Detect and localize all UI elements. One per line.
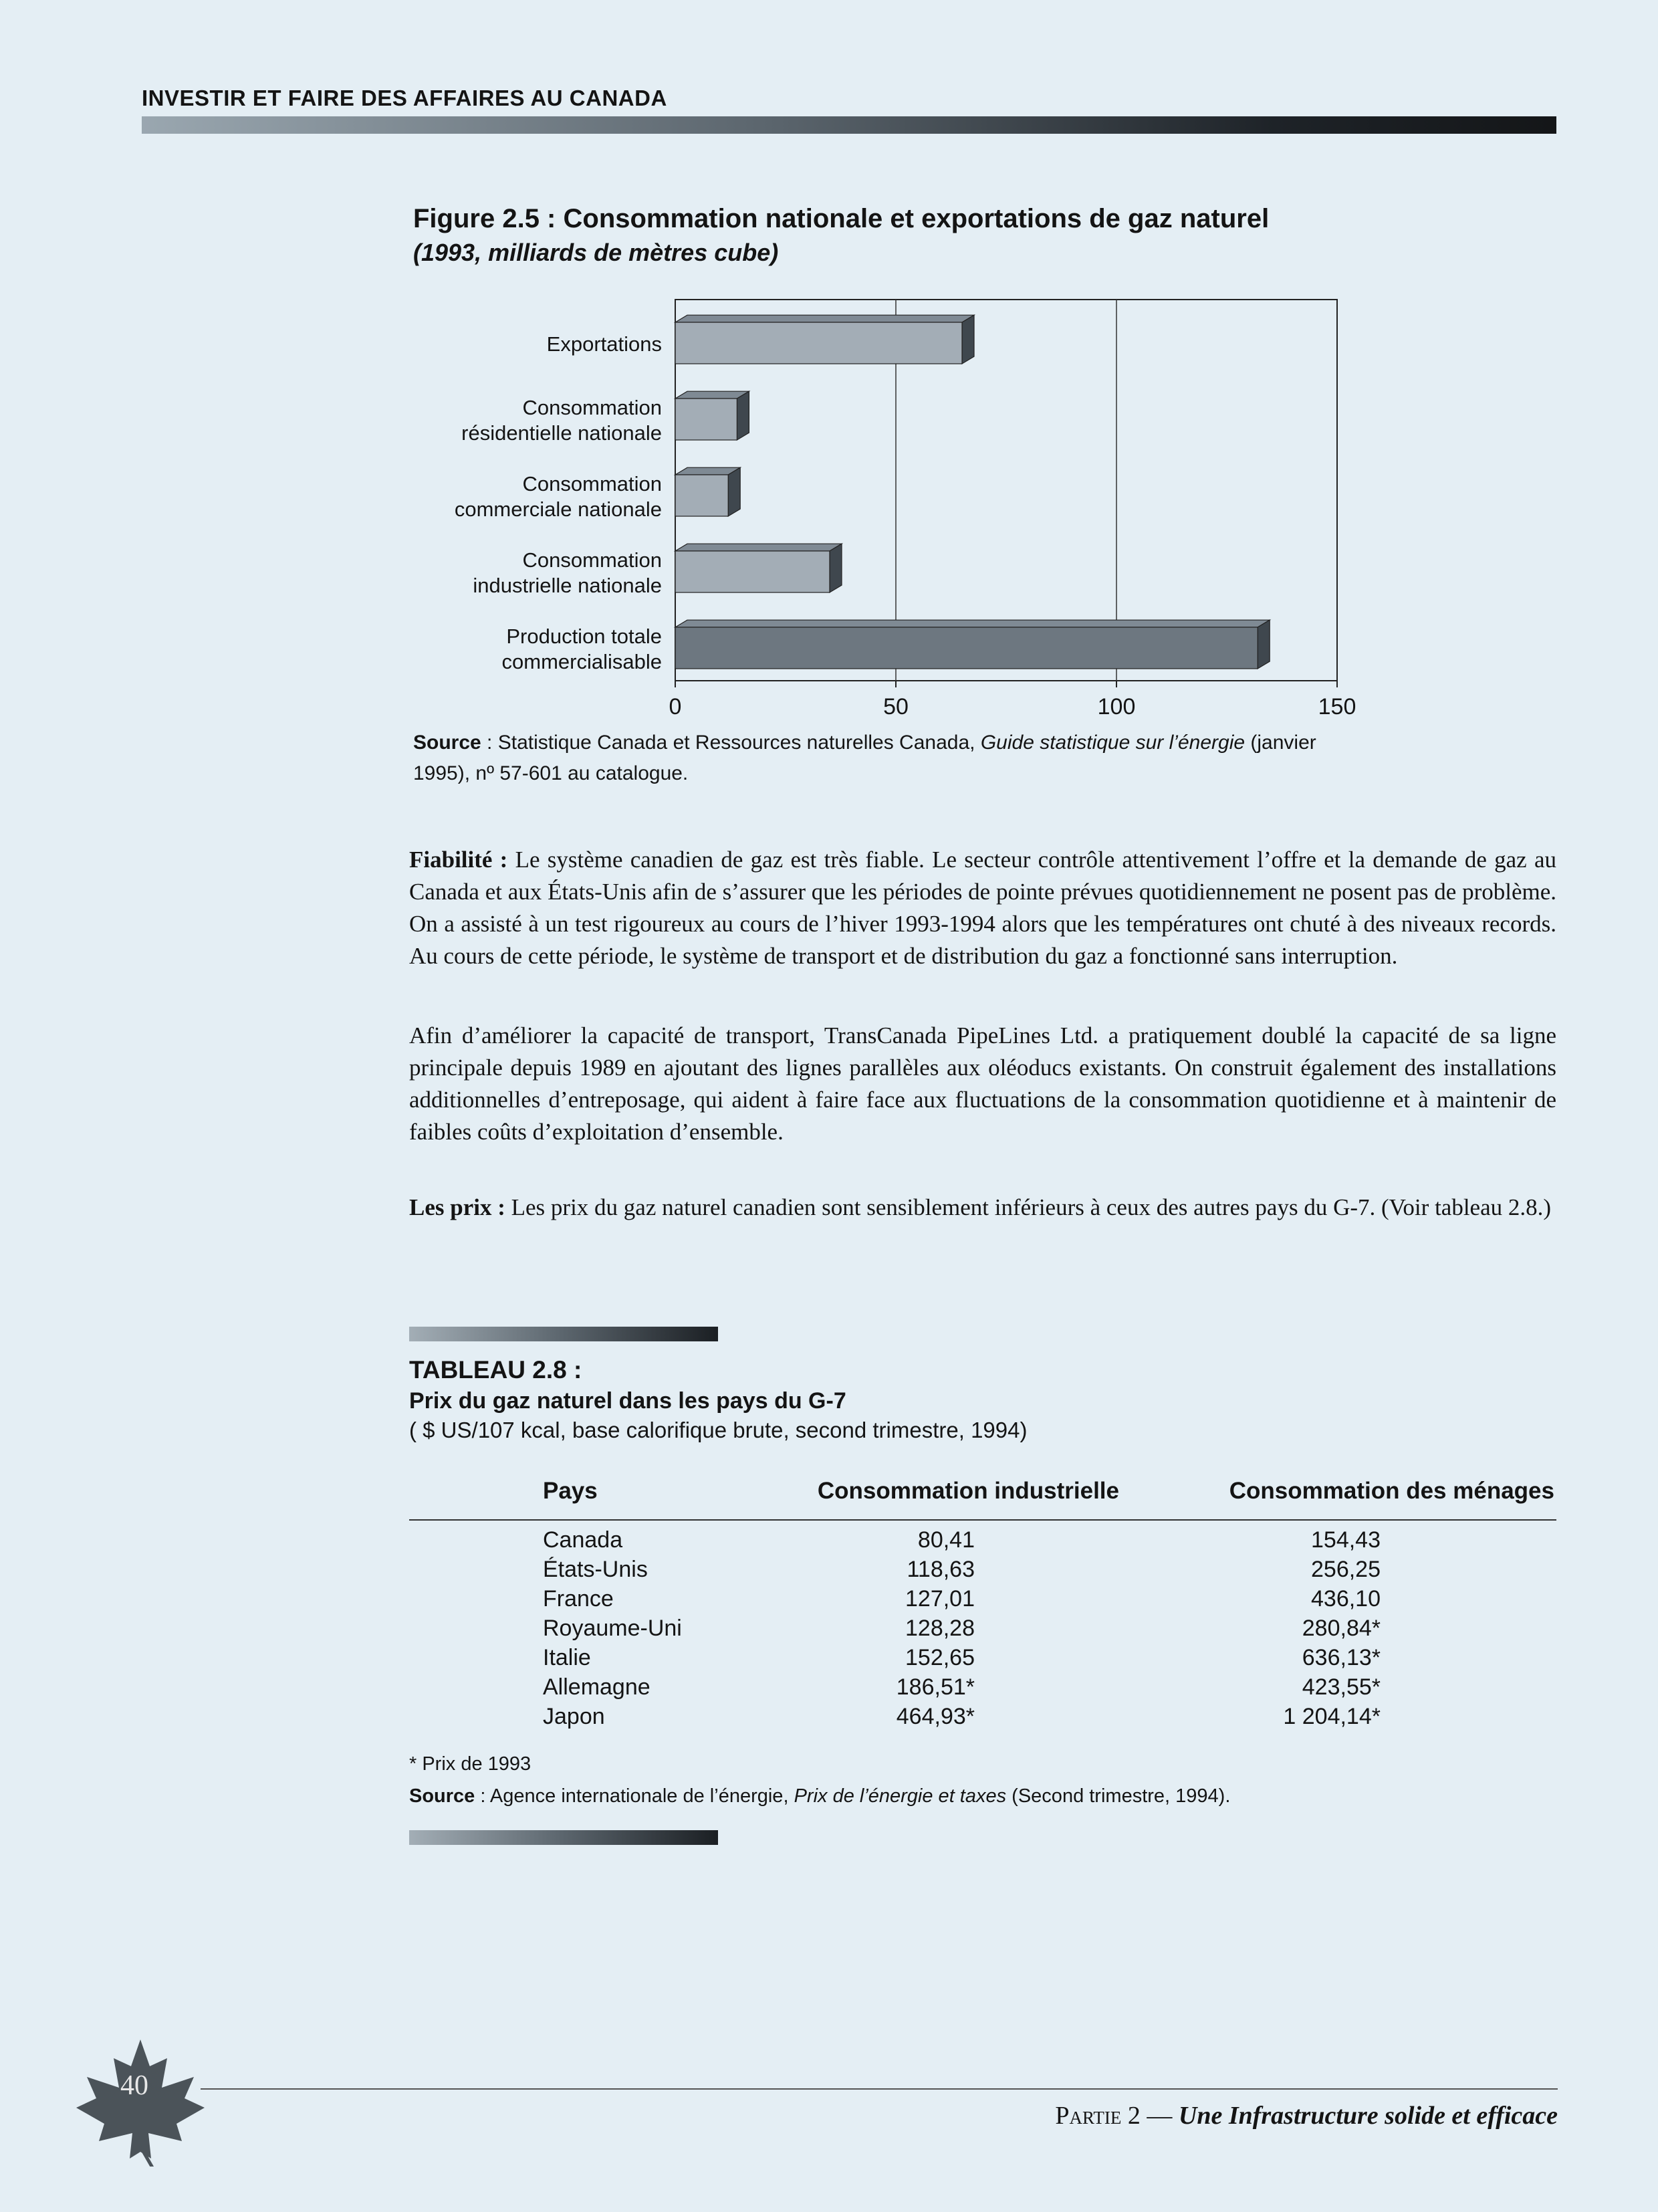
category-label: résidentielle nationale <box>461 421 662 445</box>
paragraph-fiabilite-label: Fiabilité : <box>409 847 508 873</box>
table-title: Prix du gaz naturel dans les pays du G-7 <box>409 1388 846 1414</box>
bar-top <box>675 315 974 322</box>
bar-side <box>1258 620 1270 669</box>
footer-part-label: Partie 2 <box>1055 2102 1141 2130</box>
table-cell-industrielle: 127,01 <box>905 1586 975 1612</box>
table-bottom-bar <box>409 1830 718 1845</box>
figure-source <box>413 728 1363 789</box>
category-label: Production totale <box>506 625 662 648</box>
paragraph-prix-label: Les prix : <box>409 1194 505 1220</box>
figure-source-label: Source <box>413 732 481 754</box>
table-row <box>0 1527 1658 1557</box>
table-label: TABLEAU 2.8 : <box>409 1356 582 1384</box>
table-cell-pays: France <box>543 1586 614 1612</box>
x-tick-label: 150 <box>1318 694 1356 720</box>
table-cell-industrielle: 128,28 <box>905 1616 975 1641</box>
category-label: Exportations <box>546 332 662 356</box>
table-top-bar <box>409 1327 718 1341</box>
table-row <box>0 1704 1658 1733</box>
table-cell-menages: 154,43 <box>1311 1527 1381 1553</box>
bar <box>675 475 728 516</box>
table-source-title: Prix de l’énergie et taxes <box>794 1785 1007 1807</box>
x-tick-label: 0 <box>669 694 682 720</box>
table-source-label: Source <box>409 1785 475 1807</box>
table-row <box>0 1557 1658 1586</box>
table-header-rule <box>409 1519 1556 1521</box>
bar <box>675 322 962 364</box>
category-label: Consommation <box>522 396 662 419</box>
table-cell-pays: Italie <box>543 1645 591 1670</box>
table-cell-industrielle: 118,63 <box>907 1557 975 1582</box>
bar-side <box>737 391 749 440</box>
table-source <box>409 1785 1230 1807</box>
category-label: commerciale nationale <box>454 497 662 521</box>
table-cell-industrielle: 80,41 <box>917 1527 975 1553</box>
x-tick-label: 50 <box>883 694 909 720</box>
table-cell-pays: Allemagne <box>543 1674 650 1700</box>
table-row <box>0 1645 1658 1674</box>
footer-rule <box>201 2088 1558 2090</box>
table-row <box>0 1674 1658 1704</box>
table-header-industrielle: Consommation industrielle <box>817 1478 1119 1504</box>
bar-chart <box>374 288 1377 722</box>
bar <box>675 399 737 440</box>
figure-title: Figure 2.5 : Consommation nationale et exportations de gaz naturel <box>413 204 1270 233</box>
table-cell-menages: 280,84* <box>1302 1616 1381 1641</box>
table-cell-industrielle: 186,51* <box>896 1674 975 1700</box>
figure-subtitle: (1993, milliards de mètres cube) <box>413 239 779 266</box>
paragraph-prix-text: Les prix du gaz naturel canadien sont sensiblement inférieurs à ceux des autres pays du G-7. (Voir tableau 2.8.) <box>505 1194 1552 1220</box>
table-cell-pays: Canada <box>543 1527 623 1553</box>
bar-side <box>830 544 842 592</box>
category-label: Consommation <box>522 548 662 572</box>
page-number: 40 <box>120 2070 148 2101</box>
bar-side <box>728 467 740 516</box>
category-label: industrielle nationale <box>473 574 662 597</box>
paragraph-fiabilite <box>409 844 1556 972</box>
table-row <box>0 1616 1658 1645</box>
table-cell-industrielle: 464,93* <box>896 1704 975 1729</box>
figure-source-text: : Statistique Canada et Ressources naturelles Canada, <box>481 732 981 754</box>
bar-side <box>962 315 974 364</box>
footer-dash: — <box>1140 2102 1179 2130</box>
footer-part <box>1055 2101 1558 2130</box>
category-label: Consommation <box>522 472 662 495</box>
table-cell-pays: Royaume-Uni <box>543 1616 682 1641</box>
table-row <box>0 1586 1658 1616</box>
table-header-menages: Consommation des ménages <box>1229 1478 1554 1504</box>
table-subtitle: ( $ US/107 kcal, base calorifique brute, second trimestre, 1994) <box>409 1418 1028 1442</box>
running-head: INVESTIR ET FAIRE DES AFFAIRES AU CANADA <box>142 86 667 110</box>
table-cell-menages: 436,10 <box>1311 1586 1381 1612</box>
table-cell-menages: 423,55* <box>1302 1674 1381 1700</box>
footer-part-title: Une Infrastructure solide et efficace <box>1178 2102 1558 2130</box>
table-source-text: : Agence internationale de l’énergie, <box>475 1785 794 1807</box>
table-source-tail: (Second trimestre, 1994). <box>1006 1785 1231 1807</box>
paragraph-fiabilite-text: Le système canadien de gaz est très fiable. Le secteur contrôle attentivement l’offre et la demande de gaz au Canada et aux États-Unis afin de s’assurer que les périodes de pointe prévues quotidiennement ne posent pas de problème. On a assisté à un test rigoureux au cours de l’hiver 1993-1994 alors que les températures ont chuté à des niveaux records. Au cours de cette période, le système de transport et de distribution du gaz a fonctionné sans interruption. <box>409 847 1556 969</box>
bar-top <box>675 620 1270 627</box>
paragraph-prix <box>409 1192 1556 1224</box>
bar <box>675 627 1258 669</box>
table-cell-pays: États-Unis <box>543 1557 648 1582</box>
figure-source-title: Guide statistique sur l’énergie <box>980 732 1246 754</box>
table-cell-menages: 1 204,14* <box>1283 1704 1381 1729</box>
header-bar <box>142 116 1556 134</box>
paragraph-transport: Afin d’améliorer la capacité de transport, TransCanada PipeLines Ltd. a pratiquement doublé la capacité de sa ligne principale depuis 1989 en ajoutant des lignes parallèles aux oléoducs existants. On construit également des installations additionnelles d’entreposage, qui aident à faire face aux fluctuations de la consommation quotidienne et à maintenir de faibles coûts d’exploitation d’ensemble. <box>409 1022 1556 1145</box>
table-header-pays: Pays <box>543 1478 598 1504</box>
x-tick-label: 100 <box>1097 694 1136 720</box>
table-cell-menages: 256,25 <box>1311 1557 1381 1582</box>
bar-top <box>675 391 749 399</box>
category-label: commercialisable <box>501 650 662 673</box>
table-note: * Prix de 1993 <box>409 1753 531 1775</box>
table-cell-industrielle: 152,65 <box>905 1645 975 1670</box>
table-cell-menages: 636,13* <box>1302 1645 1381 1670</box>
bar <box>675 551 830 592</box>
figure-source-tail: (janvier 1995), nº 57-601 au catalogue. <box>413 732 1316 784</box>
bar-top <box>675 544 842 551</box>
table-cell-pays: Japon <box>543 1704 605 1729</box>
